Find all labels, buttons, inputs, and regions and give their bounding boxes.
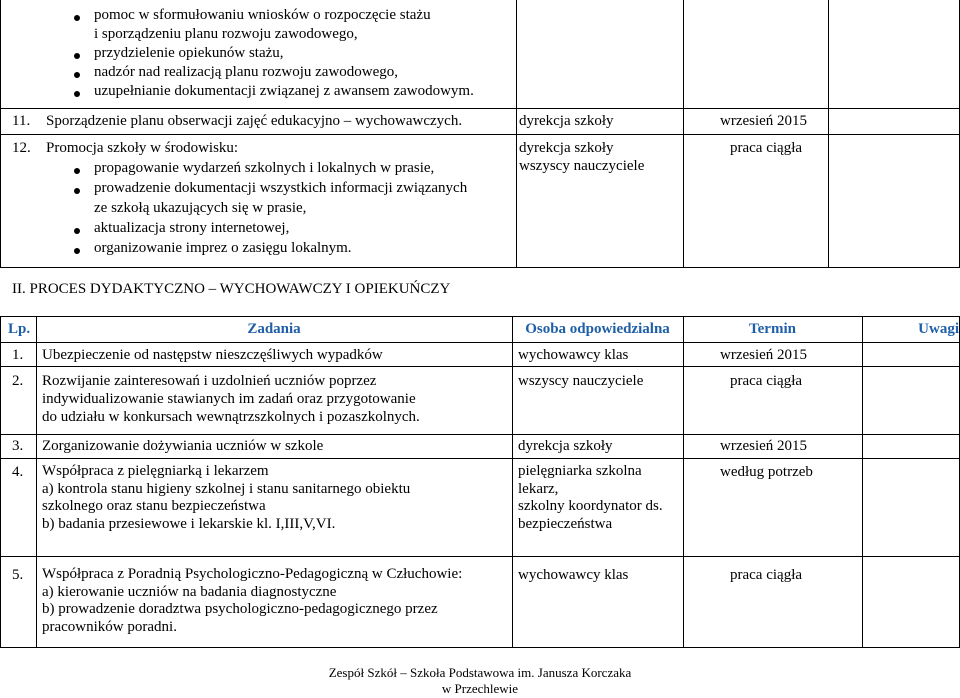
list-item: organizowanie imprez o zasięgu lokalnym. — [94, 240, 352, 256]
task-line: do udziału w konkursach wewnątrzszkolnych i pozaszkolnych. — [42, 409, 420, 425]
grid-line — [0, 316, 960, 317]
row-term: praca ciągła — [730, 373, 803, 389]
row-term: wrzesień 2015 — [720, 347, 808, 363]
row-number: 11. — [12, 113, 31, 129]
column-header-person: Osoba odpowiedzialna — [525, 321, 670, 337]
grid-line — [862, 316, 863, 648]
row-term: praca ciągła — [730, 567, 803, 583]
task-line: b) prowadzenie doradztwa psychologiczno-pedagogicznego przez — [42, 601, 438, 617]
grid-line — [0, 342, 960, 343]
grid-line — [0, 556, 960, 557]
grid-line — [512, 316, 513, 648]
bullet-dot — [74, 91, 80, 97]
bullet-dot — [74, 15, 80, 21]
row-number: 12. — [12, 140, 31, 156]
task-line: szkolnego oraz stanu bezpieczeństwa — [42, 498, 266, 514]
bullet-dot — [74, 228, 80, 234]
row-task — [42, 463, 410, 533]
column-header-tasks: Zadania — [247, 321, 301, 337]
row-number: 1. — [12, 347, 24, 363]
grid-line — [0, 108, 960, 109]
row-number: 5. — [12, 567, 24, 583]
task-line: a) kontrola stanu higieny szkolnej i stanu sanitarnego obiektu — [42, 480, 411, 497]
section-title: II. PROCES DYDAKTYCZNO – WYCHOWAWCZY I OPIEKUŃCZY — [12, 281, 451, 297]
grid-line — [0, 458, 960, 459]
list-item: przydzielenie opiekunów stażu, — [94, 45, 284, 61]
row-person — [518, 463, 663, 533]
task-line: Współpraca z pielęgniarką i lekarzem — [42, 463, 269, 479]
row-term: praca ciągła — [730, 140, 803, 156]
row-task — [42, 372, 420, 426]
list-item: pomoc w sformułowaniu wniosków o rozpoczęcie stażu — [94, 7, 431, 23]
task-line: b) badania przesiewowe i lekarskie kl. I,III,V,VI. — [42, 515, 336, 532]
bullet-dot — [74, 188, 80, 194]
row-task: Promocja szkoły w środowisku: — [46, 140, 239, 156]
column-header-notes: Uwagi — [918, 321, 959, 337]
row-task: Ubezpieczenie od następstw nieszczęśliwych wypadków — [42, 347, 383, 363]
footer-line: Zespół Szkół – Szkoła Podstawowa im. Janusza Korczaka — [328, 665, 632, 680]
bullet-dot — [74, 72, 80, 78]
list-item: uzupełnianie dokumentacji związanej z awansem zawodowym. — [94, 83, 474, 99]
row-number: 3. — [12, 438, 24, 454]
task-line: Współpraca z Poradnią Psychologiczno-Pedagogiczną w Człuchowie: — [42, 566, 463, 582]
row-person: wszyscy nauczyciele — [519, 158, 645, 174]
row-task — [42, 566, 462, 636]
grid-line — [0, 366, 960, 367]
row-number: 4. — [12, 464, 24, 480]
row-term: według potrzeb — [720, 464, 813, 480]
list-item: prowadzenie dokumentacji wszystkich informacji związanych — [94, 180, 468, 196]
person-line: bezpieczeństwa — [518, 515, 613, 532]
bullet-dot — [74, 168, 80, 174]
person-line: lekarz, — [518, 480, 559, 497]
grid-line — [0, 434, 960, 435]
grid-line — [683, 316, 684, 648]
grid-line — [0, 134, 960, 135]
row-person: dyrekcja szkoły — [518, 438, 613, 454]
row-person: dyrekcja szkoły — [519, 140, 614, 156]
list-item: i sporządzeniu planu rozwoju zawodowego, — [94, 26, 358, 42]
row-person: wychowawcy klas — [518, 347, 629, 363]
row-number: 2. — [12, 373, 24, 389]
bullet-dot — [74, 53, 80, 59]
row-term: wrzesień 2015 — [720, 438, 808, 454]
column-header-term: Termin — [749, 321, 796, 337]
task-line: a) kierowanie uczniów na badania diagnostyczne — [42, 583, 337, 600]
grid-line — [36, 316, 37, 648]
list-item: ze szkołą ukazujących się w prasie, — [94, 200, 307, 216]
row-person: wszyscy nauczyciele — [518, 373, 644, 389]
person-line: pielęgniarka szkolna — [518, 463, 642, 479]
list-item: aktualizacja strony internetowej, — [94, 220, 290, 236]
grid-line — [0, 316, 1, 648]
column-header-lp: Lp. — [8, 321, 31, 337]
row-term: wrzesień 2015 — [720, 113, 808, 129]
task-line: pracowników poradni. — [42, 618, 177, 635]
list-item: nadzór nad realizacją planu rozwoju zawodowego, — [94, 64, 399, 80]
row-task: Zorganizowanie dożywiania uczniów w szkole — [42, 438, 324, 454]
task-line: indywidualizowanie stawianych im zadań oraz przygotowanie — [42, 391, 416, 407]
bullet-dot — [74, 248, 80, 254]
grid-line — [0, 647, 960, 648]
person-line: szkolny koordynator ds. — [518, 498, 663, 514]
grid-line — [0, 267, 960, 268]
row-person: wychowawcy klas — [518, 567, 629, 583]
row-person: dyrekcja szkoły — [519, 113, 614, 129]
row-task: Sporządzenie planu obserwacji zajęć edukacyjno – wychowawczych. — [46, 113, 463, 129]
footer-line: w Przechlewie — [441, 681, 519, 696]
list-item: propagowanie wydarzeń szkolnych i lokalnych w prasie, — [94, 160, 435, 176]
task-line: Rozwijanie zainteresowań i uzdolnień uczniów poprzez — [42, 373, 377, 389]
